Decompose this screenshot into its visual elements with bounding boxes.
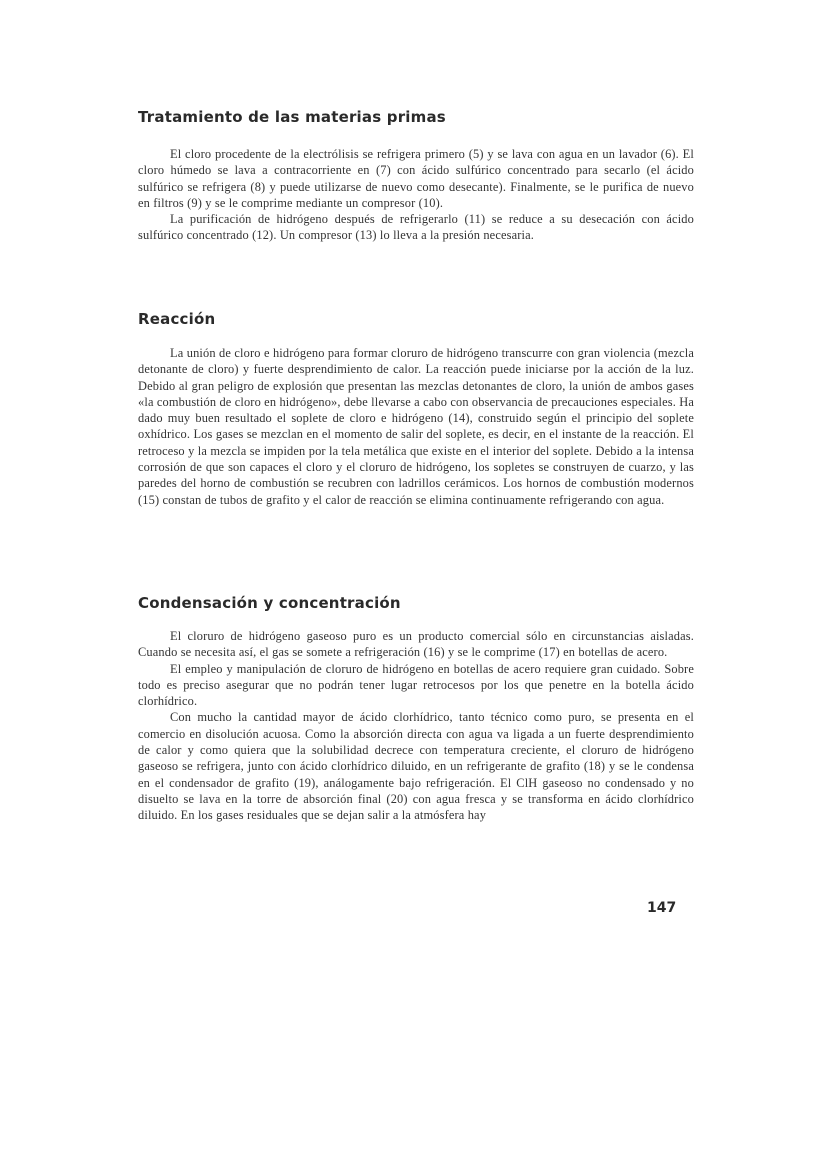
paragraph: El cloruro de hidrógeno gaseoso puro es un producto comercial sólo en circunstancias aisladas. Cuando se necesita así, el gas se somete a refrigeración (16) y se le comprime (17) en botellas de acero.: [138, 629, 694, 660]
section-body-condensacion: [138, 628, 694, 824]
section-body-reaccion: [138, 345, 694, 508]
paragraph: La purificación de hidrógeno después de refrigerarlo (11) se reduce a su desecación con ácido sulfúrico concentrado (12). Un compresor (13) lo lleva a la presión necesaria.: [138, 212, 694, 243]
paragraph: Con mucho la cantidad mayor de ácido clorhídrico, tanto técnico como puro, se presenta en el comercio en disolución acuosa. Como la absorción directa con agua va ligada a un fuerte desprendimiento de calor y como quiera que la solubilidad decrece con temperatura creciente, el cloruro de hidrógeno gaseoso se refrigera, junto con ácido clorhídrico diluido, en un refrigerante de grafito (18) y se le condensa en el condensador de grafito (19), análogamente bajo refrigeración. El ClH gaseoso no condensado y no disuelto se lava en la torre de absorción final (20) con agua fresca y se transforma en ácido clorhídrico diluido. En los gases residuales que se dejan salir a la atmósfera hay: [138, 710, 694, 823]
page-number: 147: [647, 900, 677, 916]
paragraph: La unión de cloro e hidrógeno para formar cloruro de hidrógeno transcurre con gran violencia (mezcla detonante de cloro) y fuerte desprendimiento de calor. La reacción puede iniciarse por la acción de la luz. Debido al gran peligro de explosión que presentan las mezclas detonantes de cloro, la unión de ambos gases «la combustión de cloro en hidrógeno», debe llevarse a cabo con observancia de precauciones especiales. Ha dado muy buen resultado el soplete de cloro e hidrógeno (14), construido según el principio del soplete oxhídrico. Los gases se mezclan en el momento de salir del soplete, es decir, en el instante de la reacción. El retroceso y la mezcla se impiden por la tela metálica que existe en el interior del soplete. Debido a la intensa corrosión de que son capaces el cloro y el cloruro de hidrógeno, los sopletes se construyen de cuarzo, y las paredes del horno de combustión se recubren con ladrillos cerámicos. Los hornos de combustión modernos (15) constan de tubos de grafito y el calor de reacción se elimina continuamente refrigerando con agua.: [138, 346, 694, 507]
section-body-tratamiento: [138, 146, 694, 244]
paragraph: El empleo y manipulación de cloruro de hidrógeno en botellas de acero requiere gran cuidado. Sobre todo es preciso asegurar que no podrán tener lugar retrocesos por los que penetre en la botella ácido clorhídrico.: [138, 661, 694, 709]
section-heading-reaccion: Reacción: [138, 310, 216, 328]
paragraph: El cloro procedente de la electrólisis se refrigera primero (5) y se lava con agua en un lavador (6). El cloro húmedo se lava a contracorriente en (7) con ácido sulfúrico concentrado para secarlo (el ácido sulfúrico se refrigera (8) y puede utilizarse de nuevo como desecante). Finalmente, se le purifica de nuevo en filtros (9) y se le comprime mediante un compresor (10).: [138, 147, 694, 210]
section-heading-condensacion: Condensación y concentración: [138, 594, 401, 612]
section-heading-tratamiento: Tratamiento de las materias primas: [138, 108, 446, 126]
